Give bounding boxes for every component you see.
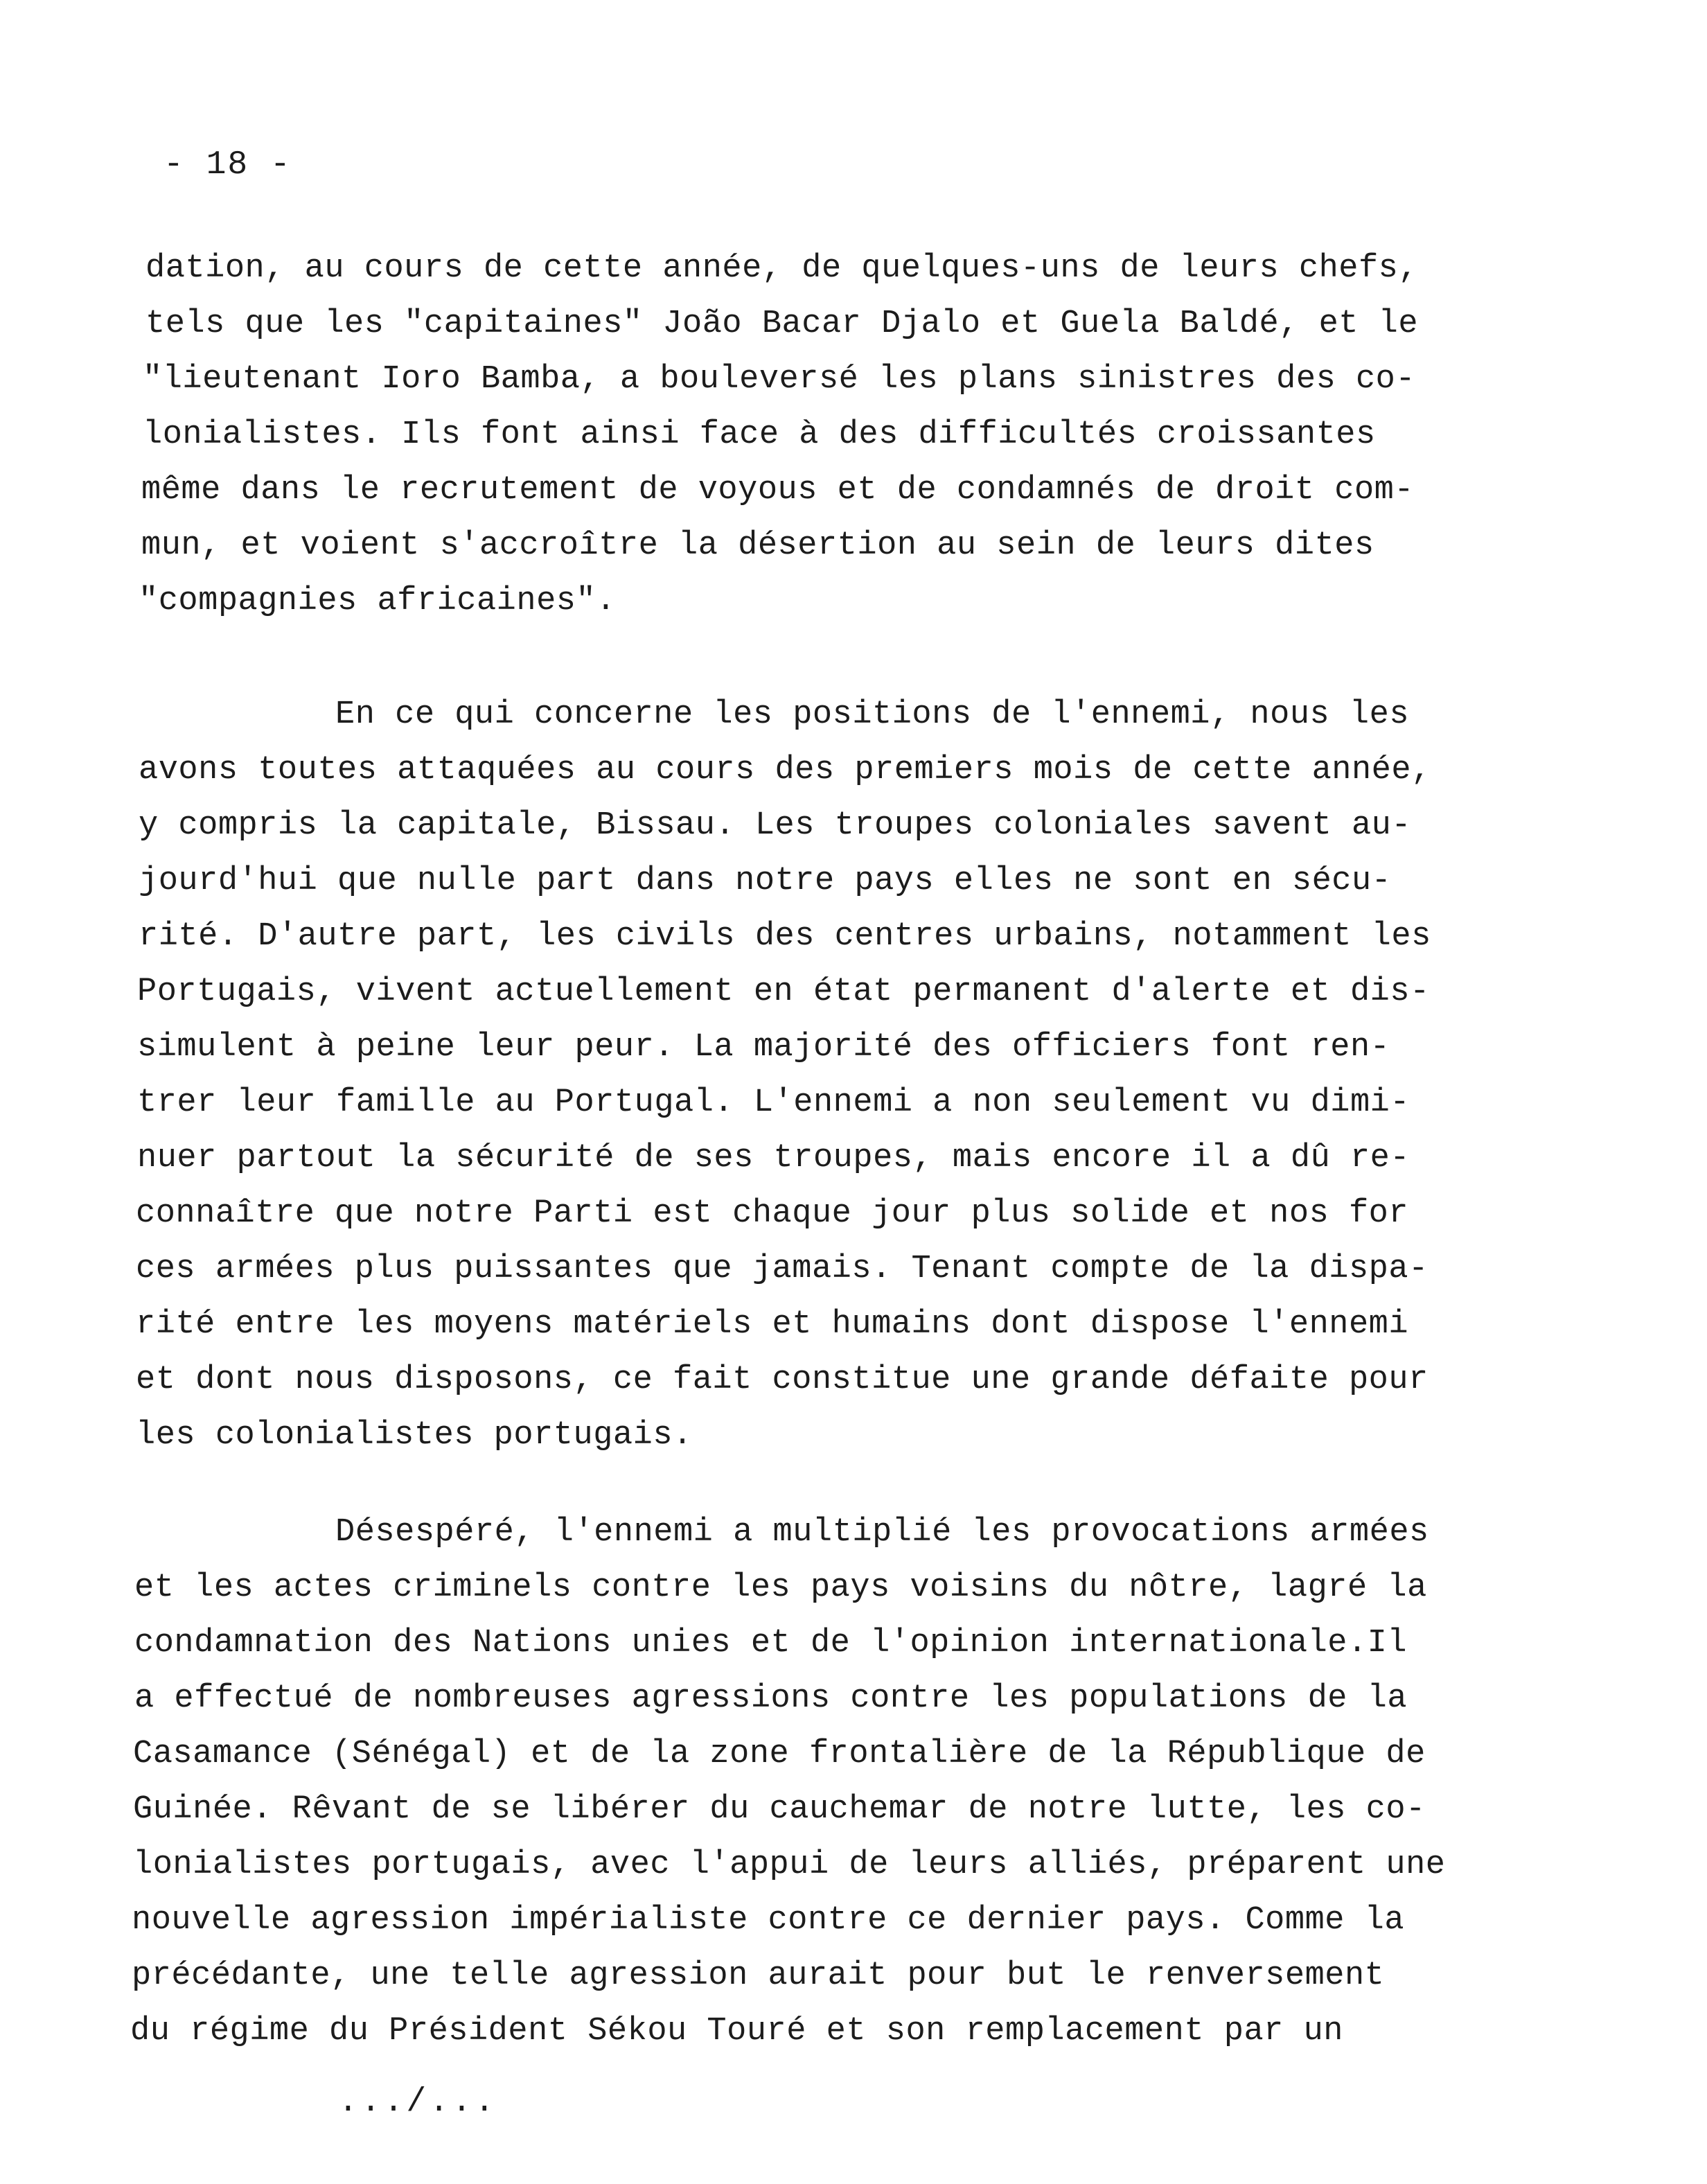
text-line: En ce qui concerne les positions de l'ennemi, nous les: [335, 696, 1410, 733]
text-line: et les actes criminels contre les pays voisins du nôtre, lagré la: [134, 1569, 1427, 1606]
text-line: nouvelle agression impérialiste contre ce dernier pays. Comme la: [132, 1902, 1405, 1939]
text-line: du régime du Président Sékou Touré et son remplacement par un: [130, 2013, 1343, 2050]
text-line: simulent à peine leur peur. La majorité des officiers font ren-: [137, 1029, 1390, 1066]
text-line: dation, au cours de cette année, de quelques-uns de leurs chefs,: [145, 250, 1419, 287]
text-line: Portugais, vivent actuellement en état permanent d'alerte et dis-: [137, 974, 1430, 1010]
text-line: précédante, une telle agression aurait pour but le renversement: [132, 1957, 1385, 1994]
text-line: les colonialistes portugais.: [136, 1417, 693, 1454]
text-line: même dans le recrutement de voyous et de condamnés de droit com-: [141, 472, 1415, 509]
page-number: - 18 -: [163, 146, 292, 184]
text-line: tels que les "capitaines" João Bacar Djalo et Guela Baldé, et le: [145, 306, 1419, 342]
text-line: mun, et voient s'accroître la désertion au sein de leurs dites: [141, 527, 1374, 564]
text-line: lonialistes. Ils font ainsi face à des difficultés croissantes: [143, 416, 1376, 453]
text-line: nuer partout la sécurité de ses troupes, mais encore il a dû re-: [137, 1140, 1410, 1177]
text-line: lonialistes portugais, avec l'appui de leurs alliés, préparent une: [133, 1847, 1446, 1883]
text-line: et dont nous disposons, ce fait constitue une grande défaite pour: [136, 1362, 1429, 1398]
text-line: y compris la capitale, Bissau. Les troupes coloniales savent au-: [139, 807, 1412, 844]
text-line: ces armées plus puissantes que jamais. Tenant compte de la dispa-: [136, 1251, 1429, 1287]
text-line: avons toutes attaquées au cours des premiers mois de cette année,: [139, 752, 1431, 789]
text-line: Guinée. Rêvant de se libérer du cauchemar de notre lutte, les co-: [133, 1791, 1426, 1828]
continuation-mark: .../...: [338, 2084, 497, 2121]
text-line: a effectué de nombreuses agressions contre les populations de la: [134, 1680, 1408, 1717]
text-line: "compagnies africaines".: [139, 583, 616, 619]
text-line: trer leur famille au Portugal. L'ennemi a non seulement vu dimi-: [137, 1084, 1410, 1121]
text-line: connaître que notre Parti est chaque jour plus solide et nos for: [136, 1195, 1409, 1232]
text-line: Désespéré, l'ennemi a multiplié les provocations armées: [335, 1514, 1429, 1551]
text-line: condamnation des Nations unies et de l'opinion internationale.Il: [134, 1625, 1408, 1662]
text-line: "lieutenant Ioro Bamba, a bouleversé les plans sinistres des co-: [143, 361, 1416, 398]
text-line: Casamance (Sénégal) et de la zone frontalière de la République de: [133, 1736, 1426, 1772]
text-line: jourd'hui que nulle part dans notre pays elles ne sont en sécu-: [139, 863, 1392, 899]
text-line: rité entre les moyens matériels et humains dont dispose l'ennemi: [136, 1306, 1409, 1343]
text-line: rité. D'autre part, les civils des centres urbains, notamment les: [139, 918, 1431, 955]
